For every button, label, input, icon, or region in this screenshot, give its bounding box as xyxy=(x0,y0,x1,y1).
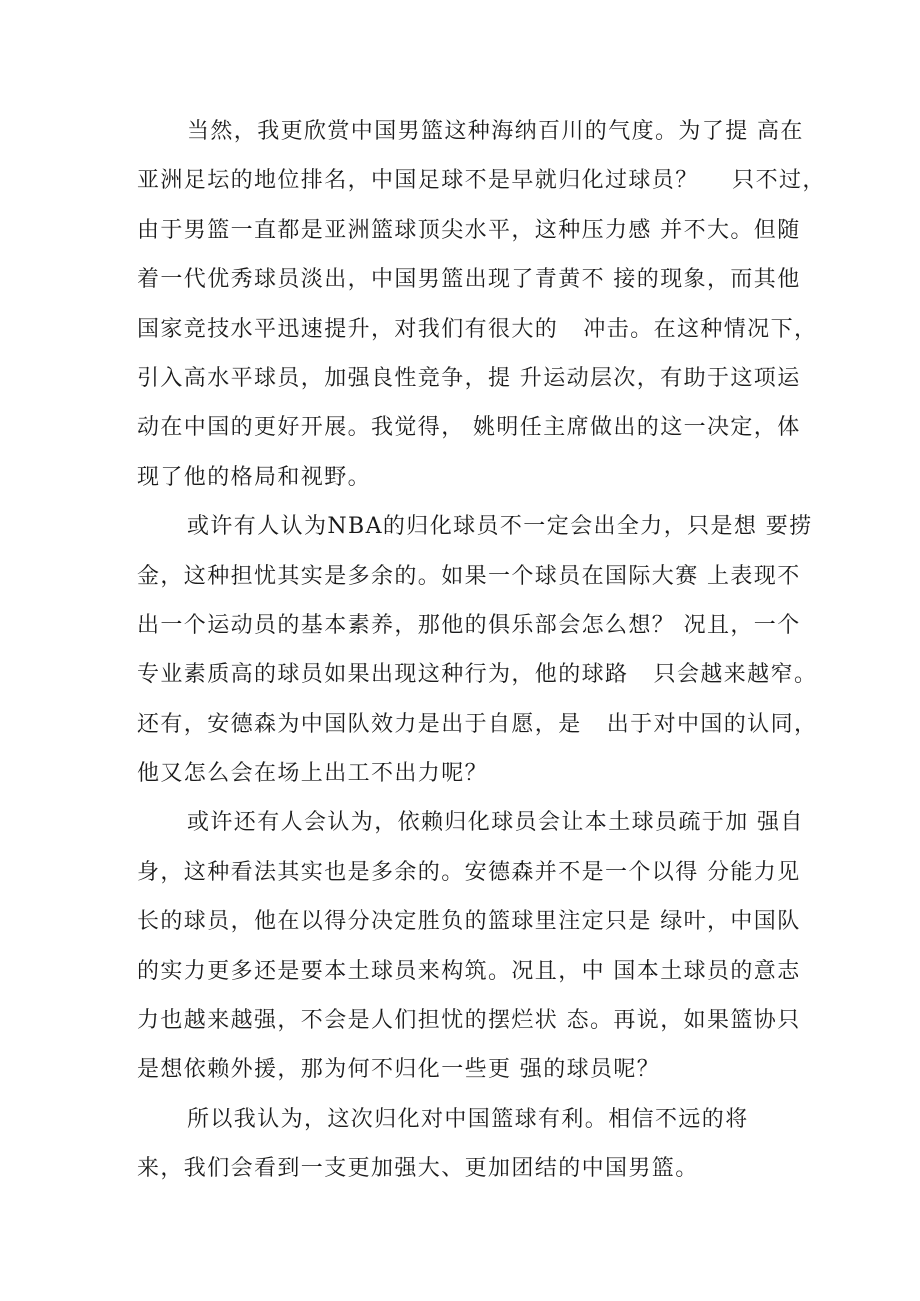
text-line: 引入高水平球员，加强良性竞争，提 升运动层次，有助于这项运 xyxy=(137,365,801,391)
text-line: 当然，我更欣赏中国男篮这种海纳百川的气度。为了提 高在 xyxy=(187,119,804,144)
text-line: 力也越来越强，不会是人们担忧的摆烂状 态。再说，如果篮协只 xyxy=(137,1008,801,1034)
paragraph-2 xyxy=(137,502,818,798)
text-line: 的实力更多还是要本土球员来构筑。况且，中 国本土球员的意志 xyxy=(137,958,801,984)
text-line: 或许有人认为NBA的归化球员不一定会出全力，只是想 要捞 xyxy=(187,514,813,540)
text-line: 现了他的格局和视野。 xyxy=(137,464,372,490)
article-body xyxy=(137,107,826,1194)
text-line: 他又怎么会在场上出工不出力呢？ xyxy=(137,761,489,787)
text-line: 专业素质高的球员如果出现这种行为，他的球路 只会越来越窄。 xyxy=(137,662,818,688)
text-line: 来，我们会看到一支更加强大、更加团结的中国男篮。 xyxy=(137,1156,699,1182)
paragraph-1 xyxy=(137,107,826,502)
paragraph-4 xyxy=(137,1095,797,1194)
text-line: 还有，安德森为中国队效力是出于自愿，是 出于对中国的认同， xyxy=(137,711,818,737)
text-line: 国家竞技水平迅速提升，对我们有很大的 冲击。在这种情况下， xyxy=(137,316,818,342)
text-line: 是想依赖外援，那为何不归化一些更 强的球员呢？ xyxy=(137,1057,661,1083)
text-line: 出一个运动员的基本素养，那他的俱乐部会怎么想？ 况且，一个 xyxy=(137,612,801,638)
text-line: 着一代优秀球员淡出，中国男篮出现了青黄不 接的现象，而其他 xyxy=(137,267,801,293)
text-line: 长的球员，他在以得分决定胜负的篮球里注定只是 绿叶，中国队 xyxy=(137,909,801,935)
text-line: 或许还有人会认为，依赖归化球员会让本土球员疏于加 强自 xyxy=(187,810,804,836)
text-line: 亚洲足坛的地位排名，中国足球不是早就归化过球员？ 只不过， xyxy=(137,168,826,194)
text-line: 金，这种担忧其实是多余的。如果一个球员在国际大赛 上表现不 xyxy=(137,563,801,589)
paragraph-3 xyxy=(137,798,804,1094)
text-line: 身，这种看法其实也是多余的。安德森并不是一个以得 分能力见 xyxy=(137,859,801,885)
text-line: 动在中国的更好开展。我觉得， 姚明任主席做出的这一决定，体 xyxy=(137,415,801,441)
text-line: 所以我认为，这次归化对中国篮球有利。相信不远的将 xyxy=(187,1106,749,1132)
text-line: 由于男篮一直都是亚洲篮球顶尖水平，这种压力感 并不大。但随 xyxy=(137,217,801,243)
